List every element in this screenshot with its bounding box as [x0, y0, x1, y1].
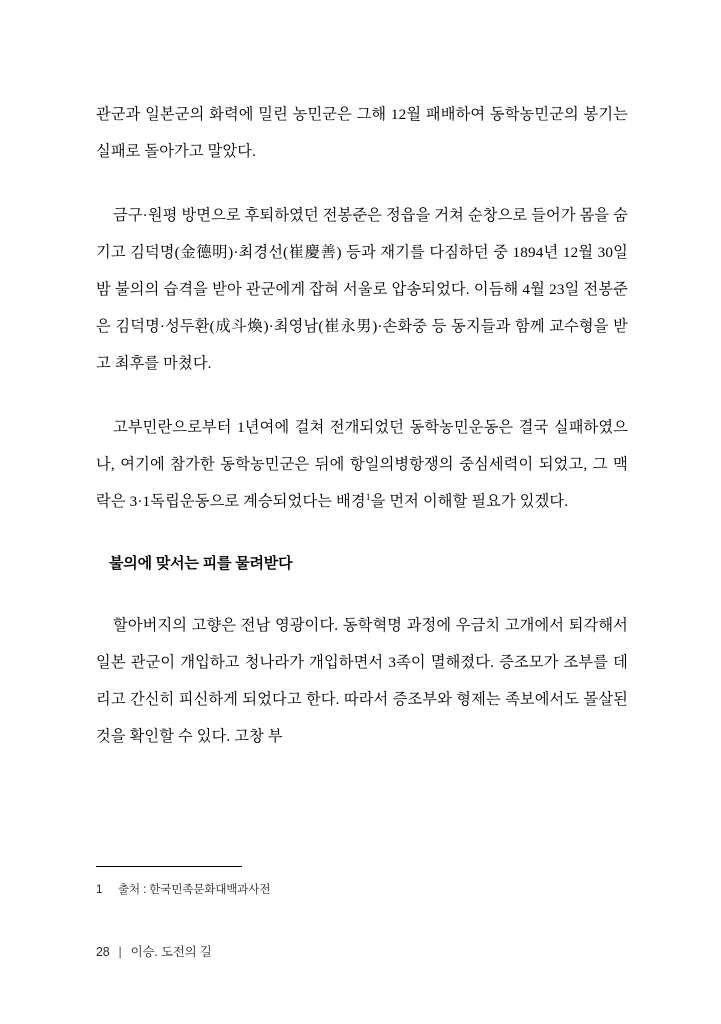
- paragraph-4: 할아버지의 고향은 전남 영광이다. 동학혁명 과정에 우금치 고개에서 퇴각해서 일본 관군이 개입하고 청나라가 개입하면서 3족이 멸해졌다. 증조모가 조부를 데리고 간신히 피신하게 되었다고 한다. 따라서 증조부와 형제는 족보에서도 몰살된 것을 확인할 수 있다. 고창 부: [96, 617, 628, 745]
- footnote-divider: [96, 866, 242, 867]
- footnote-1-text: 출처 : 한국민족문화대백과사전: [118, 884, 271, 896]
- footnote-1: [96, 881, 628, 899]
- page-content: [96, 96, 628, 783]
- section-subheading: 불의에 맞서는 피를 물려받다: [109, 555, 293, 572]
- paragraph-2: 금구·원평 방면으로 후퇴하였던 전봉준은 정읍을 거쳐 순창으로 들어가 몸을 숨기고 김덕명(金德明)·최경선(崔慶善) 등과 재기를 다짐하던 중 1894년 12월 30일 밤 불의의 습격을 받아 관군에게 잡혀 서울로 압송되었다. 이듬해 4월 23일 전봉준은 김덕명·성두환(成斗煥)·최영남(崔永男)·손화중 등 동지들과 함께 교수형을 받고 최후를 마쳤다.: [96, 207, 629, 372]
- paragraph-3-text-before-footnote: 고부민란으로부터 1년여에 걸쳐 전개되었던 동학농민운동은 결국 실패하였으나, 여기에 참가한 동학농민군은 뒤에 항일의병항쟁의 중심세력이 되었고, 그 맥락은 3·1독립운동으로 계승되었다는 배경: [96, 419, 628, 510]
- footnote-reference-1[interactable]: 1: [365, 492, 371, 503]
- footnote-1-number: 1: [96, 884, 103, 896]
- footer-book-title: 이승. 도전의 길: [130, 945, 212, 959]
- paragraph-3-text-after-footnote: 을 먼저 이해할 필요가 있겠다.: [370, 493, 569, 510]
- footnote-area: [96, 866, 628, 899]
- paragraph-1: 관군과 일본군의 화력에 밀린 농민군은 그해 12월 패배하여 동학농민군의 봉기는 실패로 돌아가고 말았다.: [96, 106, 628, 160]
- page-number: 28: [96, 945, 110, 959]
- footer-separator: |: [118, 945, 122, 959]
- paragraph-3: [96, 409, 628, 520]
- page-footer: [96, 942, 628, 960]
